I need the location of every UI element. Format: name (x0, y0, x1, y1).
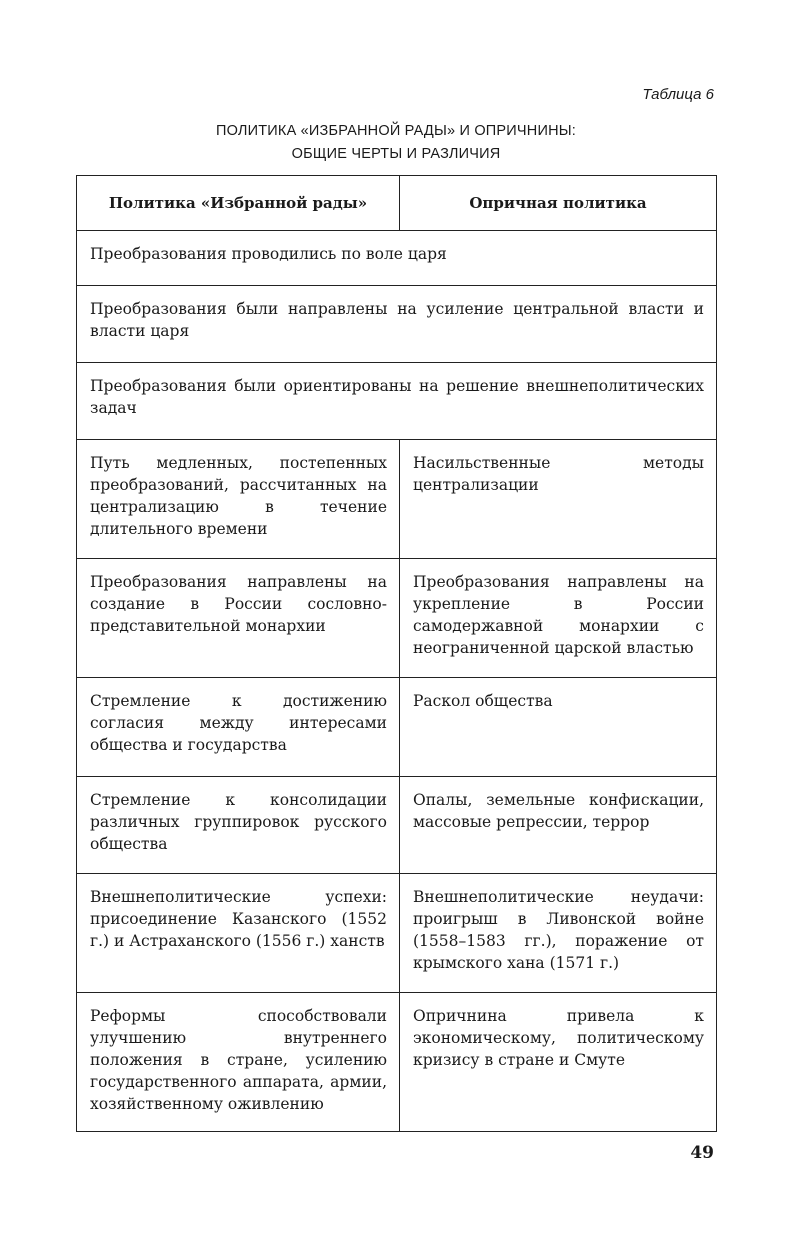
common-cell: Преобразования были направлены на усиление центральной власти и власти царя (77, 286, 717, 363)
cell-left: Путь медленных, постепенных преобразований, рассчитанных на централизацию в течение длительного времени (77, 440, 400, 559)
cell-right: Внешнеполитические неудачи: проигрыш в Ливонской войне (1558–1583 гг.), поражение от крымского хана (1571 г.) (400, 874, 717, 993)
common-row (77, 286, 717, 363)
comparison-table (76, 175, 717, 1132)
cell-right: Раскол общества (400, 678, 717, 777)
page-title (76, 120, 716, 166)
common-row (77, 363, 717, 440)
table-row (77, 874, 717, 993)
cell-right: Насильственные методы централизации (400, 440, 717, 559)
cell-left: Преобразования направлены на создание в России сословно-представительной монархии (77, 559, 400, 678)
table-row (77, 777, 717, 874)
cell-right: Опалы, земельные конфискации, массовые репрессии, террор (400, 777, 717, 874)
header-row (77, 176, 717, 231)
common-cell: Преобразования были ориентированы на решение внешнеполитических задач (77, 363, 717, 440)
cell-left: Стремление к достижению согласия между интересами общества и государства (77, 678, 400, 777)
header-left: Политика «Избранной рады» (77, 176, 400, 231)
table-row (77, 993, 717, 1132)
cell-left: Стремление к консолидации различных группировок русского общества (77, 777, 400, 874)
title-line-2: ОБЩИЕ ЧЕРТЫ И РАЗЛИЧИЯ (291, 146, 501, 162)
cell-left: Реформы способствовали улучшению внутреннего положения в стране, усилению государственного аппарата, армии, хозяйственному оживлению (77, 993, 400, 1132)
cell-right: Преобразования направлены на укрепление в России самодержавной монархии с неограниченной царской властью (400, 559, 717, 678)
table-row (77, 678, 717, 777)
cell-left: Внешнеполитические успехи: присоединение Казанского (1552 г.) и Астраханского (1556 г.) ханств (77, 874, 400, 993)
page-number: 49 (690, 1143, 714, 1163)
common-row (77, 231, 717, 286)
common-cell: Преобразования проводились по воле царя (77, 231, 717, 286)
header-right: Опричная политика (400, 176, 717, 231)
table-label: Таблица 6 (642, 86, 714, 103)
table-row (77, 559, 717, 678)
cell-right: Опричнина привела к экономическому, политическому кризису в стране и Смуте (400, 993, 717, 1132)
title-line-1: ПОЛИТИКА «ИЗБРАННОЙ РАДЫ» И ОПРИЧНИНЫ: (215, 123, 577, 139)
table-row (77, 440, 717, 559)
